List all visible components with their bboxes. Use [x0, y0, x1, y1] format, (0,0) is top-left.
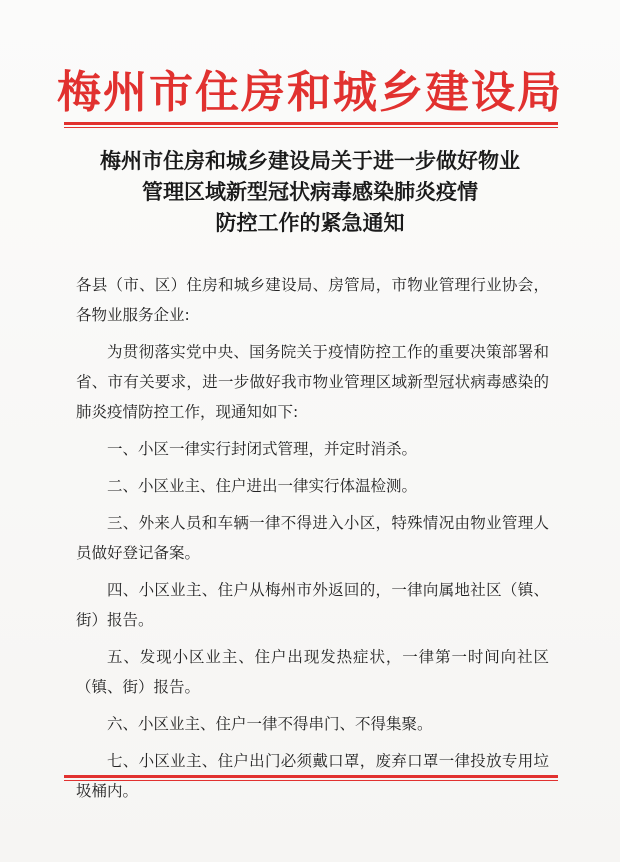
intro-paragraph: 为贯彻落实党中央、国务院关于疫情防控工作的重要决策部署和省、市有关要求，进一步做好我市物业管理区域新型冠状病毒感染的肺炎疫情防控工作，现通知如下: [76, 343, 549, 421]
notice-item: 六、小区业主、住户一律不得串门、不得集聚。 [107, 715, 433, 733]
notice-item: 七、小区业主、住户出门必须戴口罩，废弃口罩一律投放专用垃圾桶内。 [76, 752, 549, 800]
notice-title-line: 防控工作的紧急通知 [215, 211, 405, 235]
notice-item: 五、发现小区业主、住户出现发热症状，一律第一时间向社区（镇、街）报告。 [76, 648, 549, 696]
notice-item: 三、外来人员和车辆一律不得进入小区，特殊情况由物业管理人员做好登记备案。 [76, 514, 549, 562]
notice-title-line: 管理区域新型冠状病毒感染肺炎疫情 [142, 180, 478, 204]
masthead-rule-thick [64, 122, 558, 125]
notice-item: 二、小区业主、住户进出一律实行体温检测。 [107, 477, 418, 495]
salutation: 各县（市、区）住房和城乡建设局、房管局，市物业管理行业协会，各物业服务企业: [76, 276, 549, 324]
footer-rule-thick [64, 775, 558, 778]
notice-body [76, 270, 549, 813]
masthead-rule-thin [64, 127, 558, 128]
footer-rule-thin [64, 780, 558, 781]
notice-title [0, 146, 620, 239]
masthead-title: 梅州市住房和城乡建设局 [57, 67, 563, 118]
notice-item: 一、小区一律实行封闭式管理，并定时消杀。 [107, 440, 418, 458]
notice-title-line: 梅州市住房和城乡建设局关于进一步做好物业 [100, 149, 520, 173]
notice-item: 四、小区业主、住户从梅州市外返回的，一律向属地社区（镇、街）报告。 [76, 581, 549, 629]
